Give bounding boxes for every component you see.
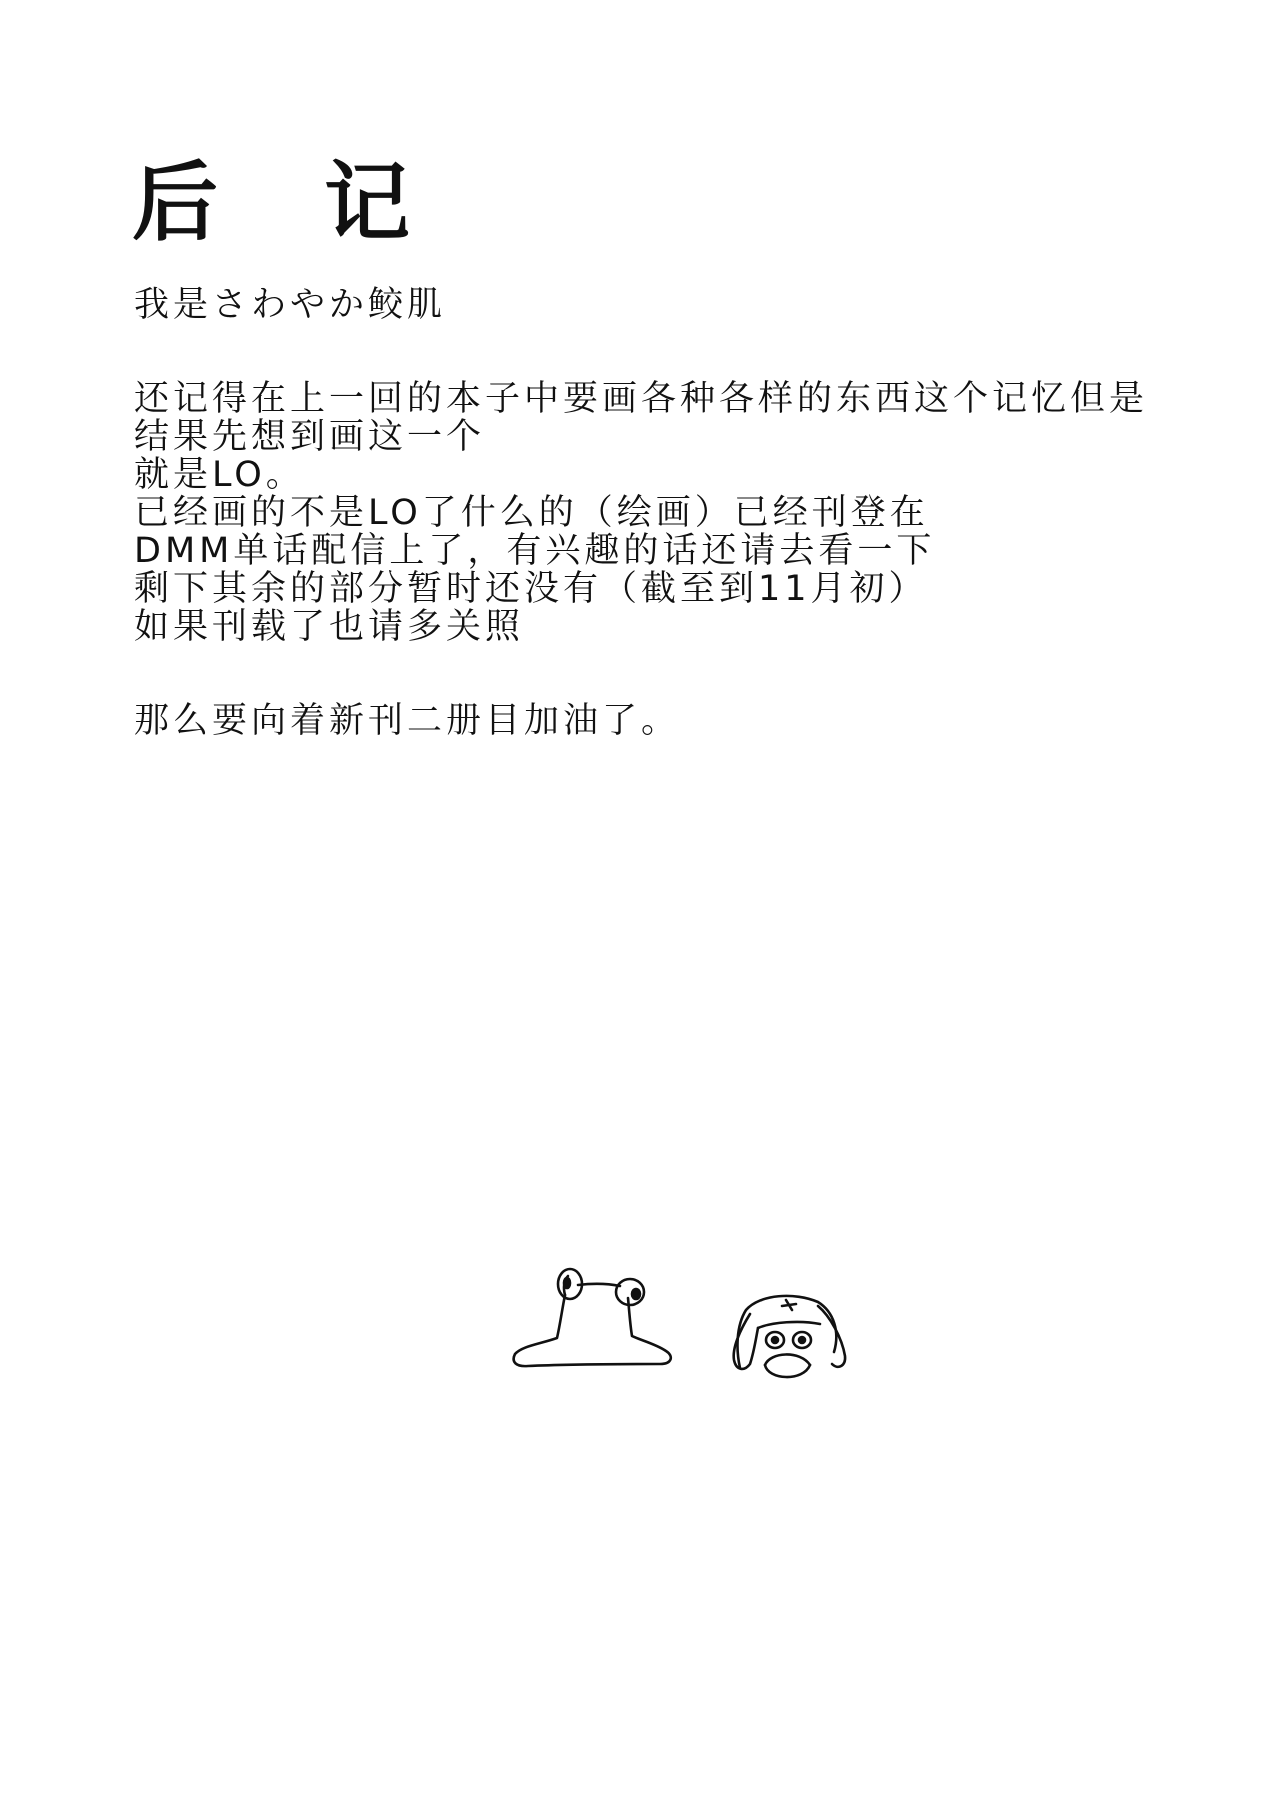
frog-hat-doodle	[734, 1296, 845, 1377]
paragraph-line-2: 结果先想到画这一个	[134, 417, 486, 457]
paragraph-line-5: DMM单话配信上了，有兴趣的话还请去看一下	[134, 531, 936, 571]
paragraph-line-1: 还记得在上一回的本子中要画各种各样的东西这个记忆但是	[134, 379, 1149, 419]
paragraph-line-3: 就是LO。	[134, 455, 305, 495]
doodle-illustration	[500, 1240, 900, 1400]
greeting-line: 我是さわやか鲛肌	[134, 285, 447, 325]
paragraph-line-7: 如果刊载了也请多关照	[134, 607, 525, 647]
paragraph-line-4: 已经画的不是LO了什么的（绘画）已经刊登在	[134, 493, 929, 533]
page-title: 后 记	[132, 153, 448, 253]
closing-line: 那么要向着新刊二册目加油了。	[134, 701, 681, 741]
afterword-text	[134, 286, 1254, 740]
paragraph-line-6: 剩下其余的部分暂时还没有（截至到11月初）	[134, 569, 928, 609]
slug-doodle	[514, 1269, 671, 1366]
